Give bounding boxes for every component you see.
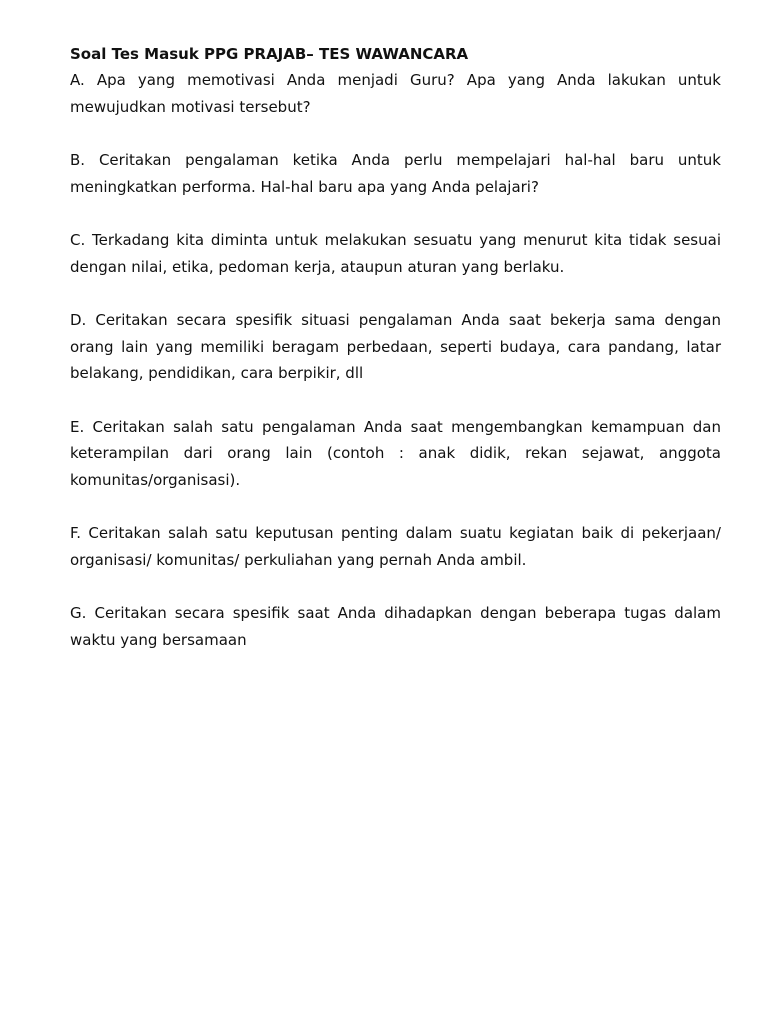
question-e: E. Ceritakan salah satu pengalaman Anda saat mengembangkan kemampuan dan keterampilan dari orang lain (contoh : anak didik, rekan sejawat, anggota komunitas/organisasi). bbox=[70, 417, 721, 489]
question-d: D. Ceritakan secara spesifik situasi pengalaman Anda saat bekerja sama dengan orang lain yang memiliki beragam perbedaan, seperti budaya, cara pandang, latar belakang, pendidikan, cara berpikir, dll bbox=[70, 311, 721, 382]
document-title: Soal Tes Masuk PPG PRAJAB– TES WAWANCARA bbox=[70, 45, 469, 63]
document-page bbox=[70, 41, 721, 680]
question-g: G. Ceritakan secara spesifik saat Anda dihadapkan dengan beberapa tugas dalam waktu yang bersamaan bbox=[70, 604, 721, 649]
question-f: F. Ceritakan salah satu keputusan penting dalam suatu kegiatan baik di pekerjaan/ organisasi/ komunitas/ perkuliahan yang pernah Anda ambil. bbox=[70, 524, 721, 569]
question-a: A. Apa yang memotivasi Anda menjadi Guru? Apa yang Anda lakukan untuk mewujudkan motivasi tersebut? bbox=[70, 71, 721, 116]
question-c: C. Terkadang kita diminta untuk melakukan sesuatu yang menurut kita tidak sesuai dengan nilai, etika, pedoman kerja, ataupun aturan yang berlaku. bbox=[70, 231, 721, 276]
question-b: B. Ceritakan pengalaman ketika Anda perlu mempelajari hal-hal baru untuk meningkatkan performa. Hal-hal baru apa yang Anda pelajari? bbox=[70, 151, 721, 196]
